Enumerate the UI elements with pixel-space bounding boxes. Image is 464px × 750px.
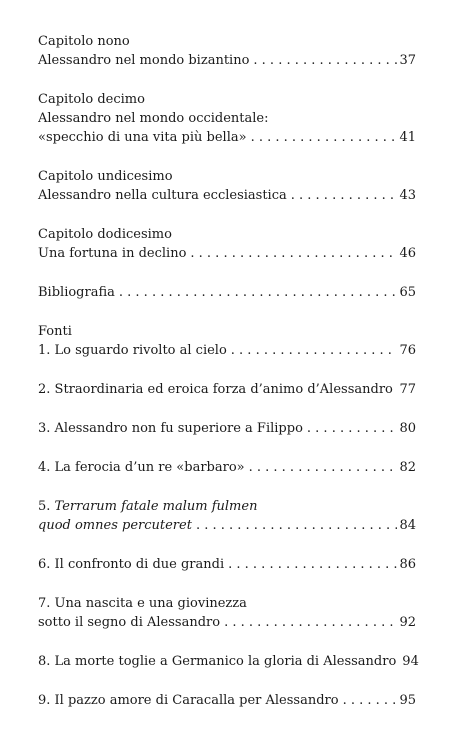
- section-label: Fonti: [38, 324, 72, 339]
- page-number: 82: [399, 460, 416, 475]
- page-number: 95: [399, 693, 416, 708]
- source-title: 2. Straordinaria ed eroica forza d’animo d’Alessandro: [38, 382, 393, 397]
- toc-row: [38, 419, 416, 438]
- page-number: 86: [399, 557, 416, 572]
- page-number: 41: [399, 130, 416, 145]
- toc-row: [38, 613, 416, 632]
- page-number: 77: [399, 382, 416, 397]
- source-title: 8. La morte toglie a Germanico la gloria di Alessandro: [38, 654, 397, 669]
- toc-entry-fonti-7[interactable]: [38, 594, 416, 632]
- page-number: 65: [399, 285, 416, 300]
- source-title: 9. Il pazzo amore di Caracalla per Alessandro: [38, 693, 339, 708]
- chapter-title: Alessandro nel mondo bizantino: [38, 53, 250, 68]
- toc-row: [38, 458, 416, 477]
- toc-entry-capitolo-undicesimo[interactable]: [38, 167, 416, 205]
- toc-entry-fonti-9[interactable]: [38, 691, 416, 710]
- toc-entry-capitolo-dodicesimo[interactable]: [38, 225, 416, 263]
- page-number: 46: [399, 246, 416, 261]
- section-title: Bibliografia: [38, 285, 115, 300]
- dot-leader: [190, 244, 397, 263]
- source-title: 3. Alessandro non fu superiore a Filippo: [38, 421, 303, 436]
- toc-row: [38, 51, 416, 70]
- toc-row: [38, 283, 416, 302]
- source-title: quod omnes percuteret: [38, 518, 192, 533]
- chapter-label: Capitolo dodicesimo: [38, 227, 172, 242]
- page-number: 37: [399, 53, 416, 68]
- source-title: 6. Il confronto di due grandi: [38, 557, 225, 572]
- chapter-title: Alessandro nella cultura ecclesiastica: [38, 188, 287, 203]
- source-title-line: [38, 497, 416, 516]
- source-title-line: 7. Una nascita e una giovinezza: [38, 596, 247, 611]
- dot-leader: [249, 458, 398, 477]
- chapter-label: Capitolo nono: [38, 34, 130, 49]
- source-title: sotto il segno di Alessandro: [38, 615, 221, 630]
- chapter-label: Capitolo decimo: [38, 92, 145, 107]
- toc-row: [38, 555, 416, 574]
- toc-row: [38, 516, 416, 535]
- dot-leader: [196, 516, 398, 535]
- toc-entry-fonti-5[interactable]: [38, 497, 416, 535]
- dot-leader: [253, 51, 397, 70]
- toc-row: [38, 652, 419, 671]
- toc-entry-capitolo-nono[interactable]: [38, 32, 416, 70]
- table-of-contents: [38, 32, 419, 730]
- chapter-title: «specchio di una vita più bella»: [38, 130, 247, 145]
- dot-leader: [251, 128, 398, 147]
- source-title: 1. Lo sguardo rivolto al cielo: [38, 343, 227, 358]
- toc-row: [38, 691, 416, 710]
- toc-row: [38, 244, 416, 263]
- toc-entry-fonti-6[interactable]: [38, 555, 416, 574]
- page-number: 84: [399, 518, 416, 533]
- dot-leader: [119, 283, 398, 302]
- page-number: 94: [402, 654, 419, 669]
- page-number: 80: [399, 421, 416, 436]
- source-number: 5.: [38, 499, 55, 514]
- toc-entry-capitolo-decimo[interactable]: [38, 90, 416, 147]
- source-title-italic: Terrarum fatale malum fulmen: [54, 499, 258, 514]
- dot-leader: [224, 613, 397, 632]
- toc-entry-fonti-8[interactable]: [38, 652, 419, 671]
- dot-leader: [307, 419, 398, 438]
- dot-leader: [231, 341, 398, 360]
- page-number: 76: [399, 343, 416, 358]
- dot-leader: [343, 691, 398, 710]
- chapter-title: Una fortuna in declino: [38, 246, 187, 261]
- dot-leader: [397, 380, 398, 399]
- chapter-label: Capitolo undicesimo: [38, 169, 173, 184]
- toc-entry-fonti-1[interactable]: [38, 322, 416, 360]
- toc-row: [38, 380, 416, 399]
- toc-entry-fonti-3[interactable]: [38, 419, 416, 438]
- toc-row: [38, 128, 416, 147]
- toc-entry-fonti-4[interactable]: [38, 458, 416, 477]
- dot-leader: [291, 186, 398, 205]
- toc-entry-bibliografia[interactable]: [38, 283, 416, 302]
- source-title: 4. La ferocia d’un re «barbaro»: [38, 460, 245, 475]
- dot-leader: [228, 555, 397, 574]
- toc-entry-fonti-2[interactable]: [38, 380, 416, 399]
- page-number: 43: [399, 188, 416, 203]
- toc-row: [38, 341, 416, 360]
- chapter-title-line: Alessandro nel mondo occidentale:: [38, 111, 269, 126]
- page-number: 92: [399, 615, 416, 630]
- toc-row: [38, 186, 416, 205]
